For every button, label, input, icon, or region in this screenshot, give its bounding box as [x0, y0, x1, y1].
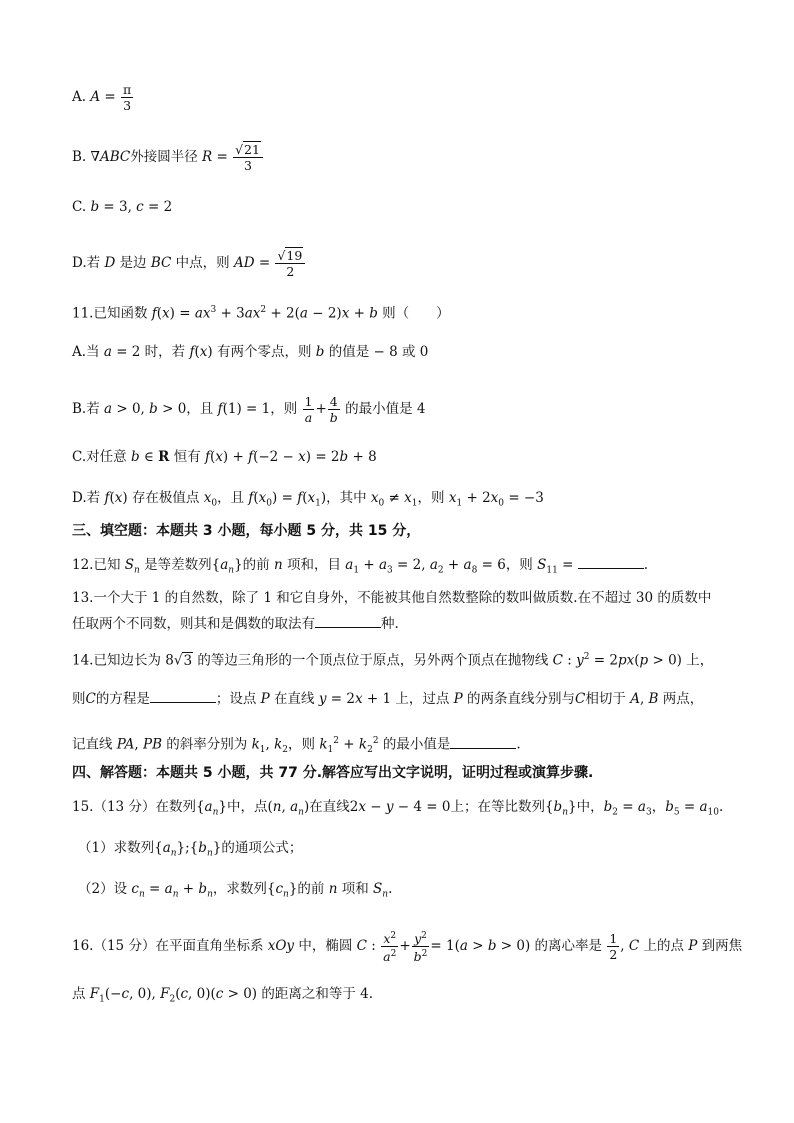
q14-line3d: 的最小值是: [378, 736, 451, 753]
q12-end: .: [643, 557, 649, 573]
q11-option-c: C.对任意 b ∈ R 恒有 f(x) + f(−2 − x) = 2b + 8: [72, 449, 377, 465]
q14-line2h: 两点，: [658, 691, 704, 707]
q11-a-text3: 有两个零点，则: [212, 344, 316, 360]
q14-text2: 的等边三角形的一个顶点位于原点，另外两个顶点在抛物线: [193, 652, 553, 669]
q11-d-text4: ，其中: [326, 490, 371, 506]
q11-c-text2: 恒有: [169, 449, 205, 465]
q16-line2: 点 $F_1(-c$, 0), $F_2(c$, 0)(c > 0) 的距离之和等于 4.: [72, 986, 374, 1005]
q10-option-d-text1: 是边: [115, 255, 151, 271]
q13-line2: [72, 613, 399, 634]
q12-text2: 是等差数列: [139, 557, 212, 573]
q15-sub2a: （2）设: [78, 881, 132, 897]
q14-line3e: .: [516, 736, 521, 753]
q11-stem: 11.已知函数 $f(x) = ax^3 + 3ax^2 + 2(a - 2)x + b$ 则（ ）: [72, 305, 450, 322]
q15-sub2b: ，求数列: [212, 881, 267, 897]
q10-option-c: C. b = 3, c = 2: [72, 199, 173, 215]
q10-option-b-label: B.: [72, 149, 91, 165]
q14-line2c: ；设点: [215, 691, 261, 707]
q16-line2a: 点: [72, 986, 90, 1002]
fraction: $\frac{√21}{3}$: [233, 142, 263, 173]
q13-line2a: 任取两个不同数，则其和是偶数的取法有: [72, 616, 315, 632]
q14-line2e: 上，过点: [391, 691, 454, 707]
q10-option-d: D.若 D 是边 BC 中点，则 AD = $\frac{√19}{2}$: [72, 248, 306, 279]
fraction: $\frac{\pi}{3}$: [123, 82, 132, 113]
q11-d-text5: ，则: [417, 490, 449, 506]
answer-blank[interactable]: [150, 688, 216, 703]
q11-b-text4: 的最小值是 4: [340, 401, 426, 417]
q15-sub2e: .: [388, 881, 393, 897]
q10-option-a-label: A.: [72, 89, 91, 105]
fraction: $\frac{√19}{2}$: [275, 248, 305, 279]
q15-sub2d: 项和: [337, 881, 374, 897]
q10-option-c-label: C.: [72, 199, 91, 215]
q12-text3: 的前: [242, 557, 274, 573]
q14-line3b: 的斜率分别为: [162, 736, 252, 753]
answer-blank[interactable]: [315, 613, 381, 628]
q14-line2: 则C的方程是 ；设点 P 在直线 y = 2x + 1 上，过点 P 的两条直线分别与C相切于 A, B 两点，: [72, 688, 703, 709]
q11-stem-prefix: 11.已知函数: [72, 305, 152, 322]
q14-text3: 上，: [681, 652, 714, 669]
q16-stem: 16.（15 分）在平面直角坐标系 xOy 中，椭圆 C : $\frac{x^2}{a^2}$ + $\frac{y^2}{b^2}$ = 1(a > b > 0) 的离心率是 $\frac{1}{2}$ , C 上的点 P 到两焦: [72, 931, 743, 965]
answer-blank[interactable]: [450, 734, 516, 749]
q10-option-a: A. A = $\frac{\pi}{3}$: [72, 82, 132, 113]
q14-line2a: 则: [72, 691, 86, 707]
section-3-heading: 三、填空题：本题共 3 小题，每小题 5 分，共 15 分，: [72, 523, 421, 539]
q14-line2d: 在直线: [269, 691, 319, 707]
q11-b-text3: ，则: [270, 401, 302, 417]
q14-line3: 记直线 PA, PB 的斜率分别为 $k_1$, $k_2$，则 $k_1^2 + k_2^2$ 的最小值是 .: [72, 731, 521, 760]
q11-b-text1: B.若: [72, 401, 105, 417]
q14-line2g: 相切于: [585, 691, 631, 707]
q16-text5: 到两焦: [697, 938, 743, 955]
q11-option-d: D.若 f(x) 存在极值点 $x_0$，且 $f(x_0) = f(x_1)$，其中 $x_0 \ne x_1$，则 $x_1 + 2x_0 = -3$: [72, 490, 544, 509]
q15-text2: 中，点: [227, 799, 268, 815]
q14-line3a: 记直线: [72, 736, 117, 753]
q11-option-a: A.当 a = 2 时，若 f(x) 有两个零点，则 b 的值是 − 8 或 0: [72, 344, 429, 360]
q10-option-d-text2: 中点，则: [171, 255, 234, 271]
fraction: $\frac{y^2}{b^2}$: [413, 931, 428, 965]
q11-d-text1: D.若: [72, 490, 105, 506]
q15-sub2c: 的前: [297, 881, 329, 897]
q16-line2b: 的距离之和等于 4.: [257, 986, 374, 1002]
q10-option-d-label: D.若: [72, 255, 105, 271]
fraction: $\frac{1}{a}$: [304, 394, 313, 425]
fraction: $\frac{x^2}{a^2}$: [383, 931, 397, 965]
q11-option-b: B.若 a > 0, b > 0，且 f(1) = 1，则 $\frac{1}{a}$ + $\frac{4}{b}$ 的最小值是 4: [72, 394, 426, 425]
q15-sub1a: （1）求数列: [78, 840, 155, 856]
q12-text5: ，则: [505, 557, 538, 573]
q11-a-text2: 时，若: [140, 344, 190, 360]
fraction: $\frac{4}{b}$: [329, 394, 338, 425]
fraction: $\frac{1}{2}$: [609, 931, 618, 963]
q15-text4: 上；在等比数列: [450, 799, 545, 815]
answer-blank[interactable]: [578, 554, 644, 569]
q15-text3: 在直线: [309, 799, 350, 815]
q11-c-text1: C.对任意: [72, 449, 131, 465]
q14-line1: 14.已知边长为 8√3 的等边三角形的一个顶点位于原点，另外两个顶点在抛物线 C : $y^2 = 2px(p > 0)$ 上，: [72, 652, 714, 669]
q12-text1: 12.已知: [72, 557, 125, 573]
q10-option-b-text: 外接圆半径: [130, 149, 202, 165]
q15-text1: 15.（13 分）在数列: [72, 799, 196, 815]
section-4-heading: 四、解答题：本题共 5 小题，共 77 分.解答应写出文字说明，证明过程或演算步骤.: [72, 765, 594, 781]
q10-option-b: B. ∇ABC外接圆半径 R = $\frac{√21}{3}$: [72, 142, 264, 173]
q15-stem: 15.（13 分）在数列$\{a_n\}$中，点(n, $a_n$)在直线2x − y − 4 = 0上；在等比数列$\{b_n\}$中，$b_2 = a_3$，$b_5 = a_{10}$.: [72, 799, 724, 818]
q16-text2: 中，椭圆: [294, 938, 357, 955]
q14-text1: 14.已知边长为: [72, 652, 166, 669]
q11-a-text4: 的值是 − 8 或 0: [324, 344, 429, 360]
q11-a-text1: A.当: [72, 344, 104, 360]
q16-text4: 上的点: [639, 938, 689, 955]
q11-stem-suffix: 则（ ）: [377, 305, 450, 322]
q12: 12.已知 $S_n$ 是等差数列$\{a_n\}$的前 n 项和，目 $a_1 + a_3 = 2$, $a_2 + a_8 = 6$，则 $S_{11}$ = .: [72, 554, 648, 581]
q11-d-text2: 存在极值点: [127, 490, 204, 506]
q11-b-text2: ，且: [186, 401, 218, 417]
q14-line2b: 的方程是: [95, 691, 150, 707]
q15-part2: （2）设 $c_n = a_n + b_n$，求数列$\{c_n\}$的前 n 项和 $S_n$.: [78, 881, 393, 900]
q12-text4: 项和，目: [282, 557, 346, 573]
q15-part1: （1）求数列$\{a_n\};\{b_n\}$的通项公式；: [78, 840, 303, 859]
q15-sub1b: 的通项公式；: [221, 840, 303, 856]
q14-line2f: 的两条直线分别与: [462, 691, 576, 707]
q11-d-text3: ，且: [217, 490, 249, 506]
q15-text5: 中，: [576, 799, 604, 815]
q13-line2b: 种.: [381, 616, 399, 632]
q16-text3: 的离心率是: [530, 938, 607, 955]
q16-text1: 16.（15 分）在平面直角坐标系: [72, 938, 268, 955]
q14-line3c: ，则: [288, 736, 320, 753]
q13-line1: 13.一个大于 1 的自然数，除了 1 和它自身外，不能被其他自然数整除的数叫做质数.在不超过 30 的质数中: [72, 590, 712, 606]
